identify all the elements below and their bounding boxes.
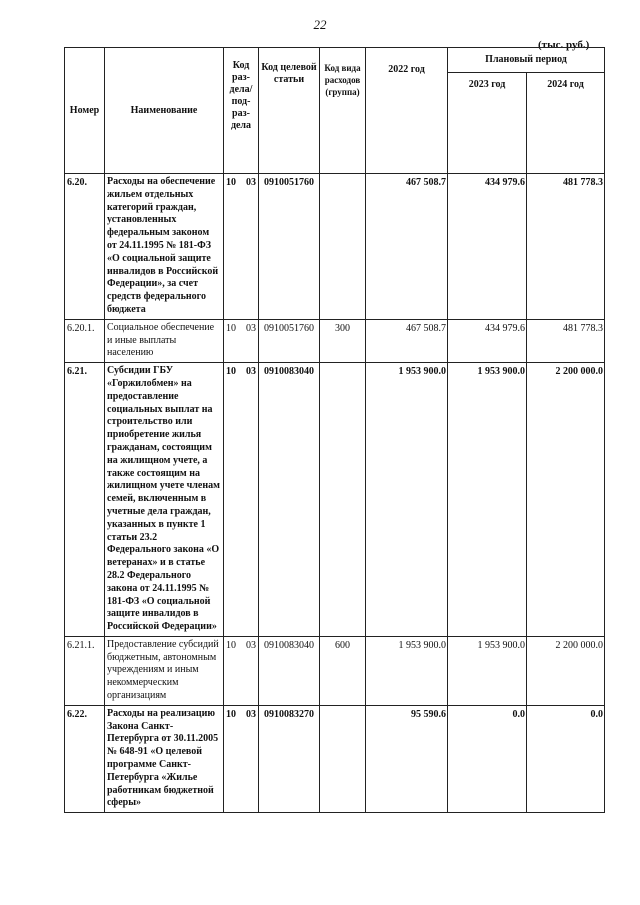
row-razdel: 10 03 <box>224 636 259 705</box>
header-target-article: Код целевой статьи <box>259 48 320 174</box>
row-number: 6.20.1. <box>65 319 105 362</box>
row-name: Расходы на обеспечение жильем отдельных категорий граждан, установленных федеральным законом от 24.11.1995 № 181-ФЗ «О социальной защите инвалидов в Российской Федерации», за счет средств федерального бюджета <box>105 174 224 320</box>
row-2024: 0.0 <box>527 705 605 812</box>
row-number: 6.20. <box>65 174 105 320</box>
row-razdel: 10 03 <box>224 363 259 637</box>
row-razdel: 10 03 <box>224 319 259 362</box>
row-target-article: 0910083040 <box>259 363 320 637</box>
row-2024: 2 200 000.0 <box>527 363 605 637</box>
row-name: Социальное обеспечение и иные выплаты населению <box>105 319 224 362</box>
header-number: Номер <box>65 48 105 174</box>
row-2024: 2 200 000.0 <box>527 636 605 705</box>
row-2023: 434 979.6 <box>448 174 527 320</box>
row-expense-type <box>320 174 366 320</box>
table-row <box>65 319 605 362</box>
row-2023: 0.0 <box>448 705 527 812</box>
row-2024: 481 778.3 <box>527 319 605 362</box>
row-razdel: 10 03 <box>224 705 259 812</box>
row-expense-type <box>320 705 366 812</box>
row-2022: 467 508.7 <box>366 319 448 362</box>
row-2022: 467 508.7 <box>366 174 448 320</box>
row-target-article: 0910083270 <box>259 705 320 812</box>
units-label: (тыс. руб.) <box>538 39 590 51</box>
row-2023: 1 953 900.0 <box>448 363 527 637</box>
row-number: 6.21.1. <box>65 636 105 705</box>
row-expense-type <box>320 363 366 637</box>
header-2023: 2023 год <box>448 73 527 174</box>
header-razdel: Код раз- дела/ под- раз- дела <box>224 48 259 174</box>
row-number: 6.22. <box>65 705 105 812</box>
row-2023: 434 979.6 <box>448 319 527 362</box>
row-expense-type: 300 <box>320 319 366 362</box>
row-razdel: 10 03 <box>224 174 259 320</box>
table-row <box>65 174 605 320</box>
header-name: Наименование <box>105 48 224 174</box>
table-row <box>65 705 605 812</box>
row-2022: 1 953 900.0 <box>366 636 448 705</box>
row-name: Субсидии ГБУ «Горжилобмен» на предоставление социальных выплат на строительство или приобретение жилья гражданам, состоящим на жилищном учете, а также состоящим на жилищном учете членам семей, включенным в учетные дела граждан, указанных в пункте 1 статьи 23.2 Федерального закона «О ветеранах» и в статье 28.2 Федерального закона от 24.11.1995 № 181-ФЗ «О социальной защите инвалидов в Российской Федерации» <box>105 363 224 637</box>
row-name: Расходы на реализацию Закона Санкт-Петербурга от 30.11.2005 № 648-91 «О целевой программе Санкт-Петербурга «Жилье работникам бюджетной сферы» <box>105 705 224 812</box>
row-target-article: 0910083040 <box>259 636 320 705</box>
row-2023: 1 953 900.0 <box>448 636 527 705</box>
row-target-article: 0910051760 <box>259 319 320 362</box>
row-expense-type: 600 <box>320 636 366 705</box>
header-2022: 2022 год <box>366 48 448 174</box>
page-number: 22 <box>313 17 327 32</box>
row-2022: 95 590.6 <box>366 705 448 812</box>
table-row <box>65 636 605 705</box>
row-2024: 481 778.3 <box>527 174 605 320</box>
row-number: 6.21. <box>65 363 105 637</box>
row-name: Предоставление субсидий бюджетным, автономным учреждениям и иным некоммерческим организациям <box>105 636 224 705</box>
header-2024: 2024 год <box>527 73 605 174</box>
row-2022: 1 953 900.0 <box>366 363 448 637</box>
table-row <box>65 363 605 637</box>
header-planned-period: Плановый период <box>448 48 605 73</box>
budget-table <box>64 47 605 813</box>
row-target-article: 0910051760 <box>259 174 320 320</box>
header-expense-type: Код вида расходов (группа) <box>320 48 366 174</box>
